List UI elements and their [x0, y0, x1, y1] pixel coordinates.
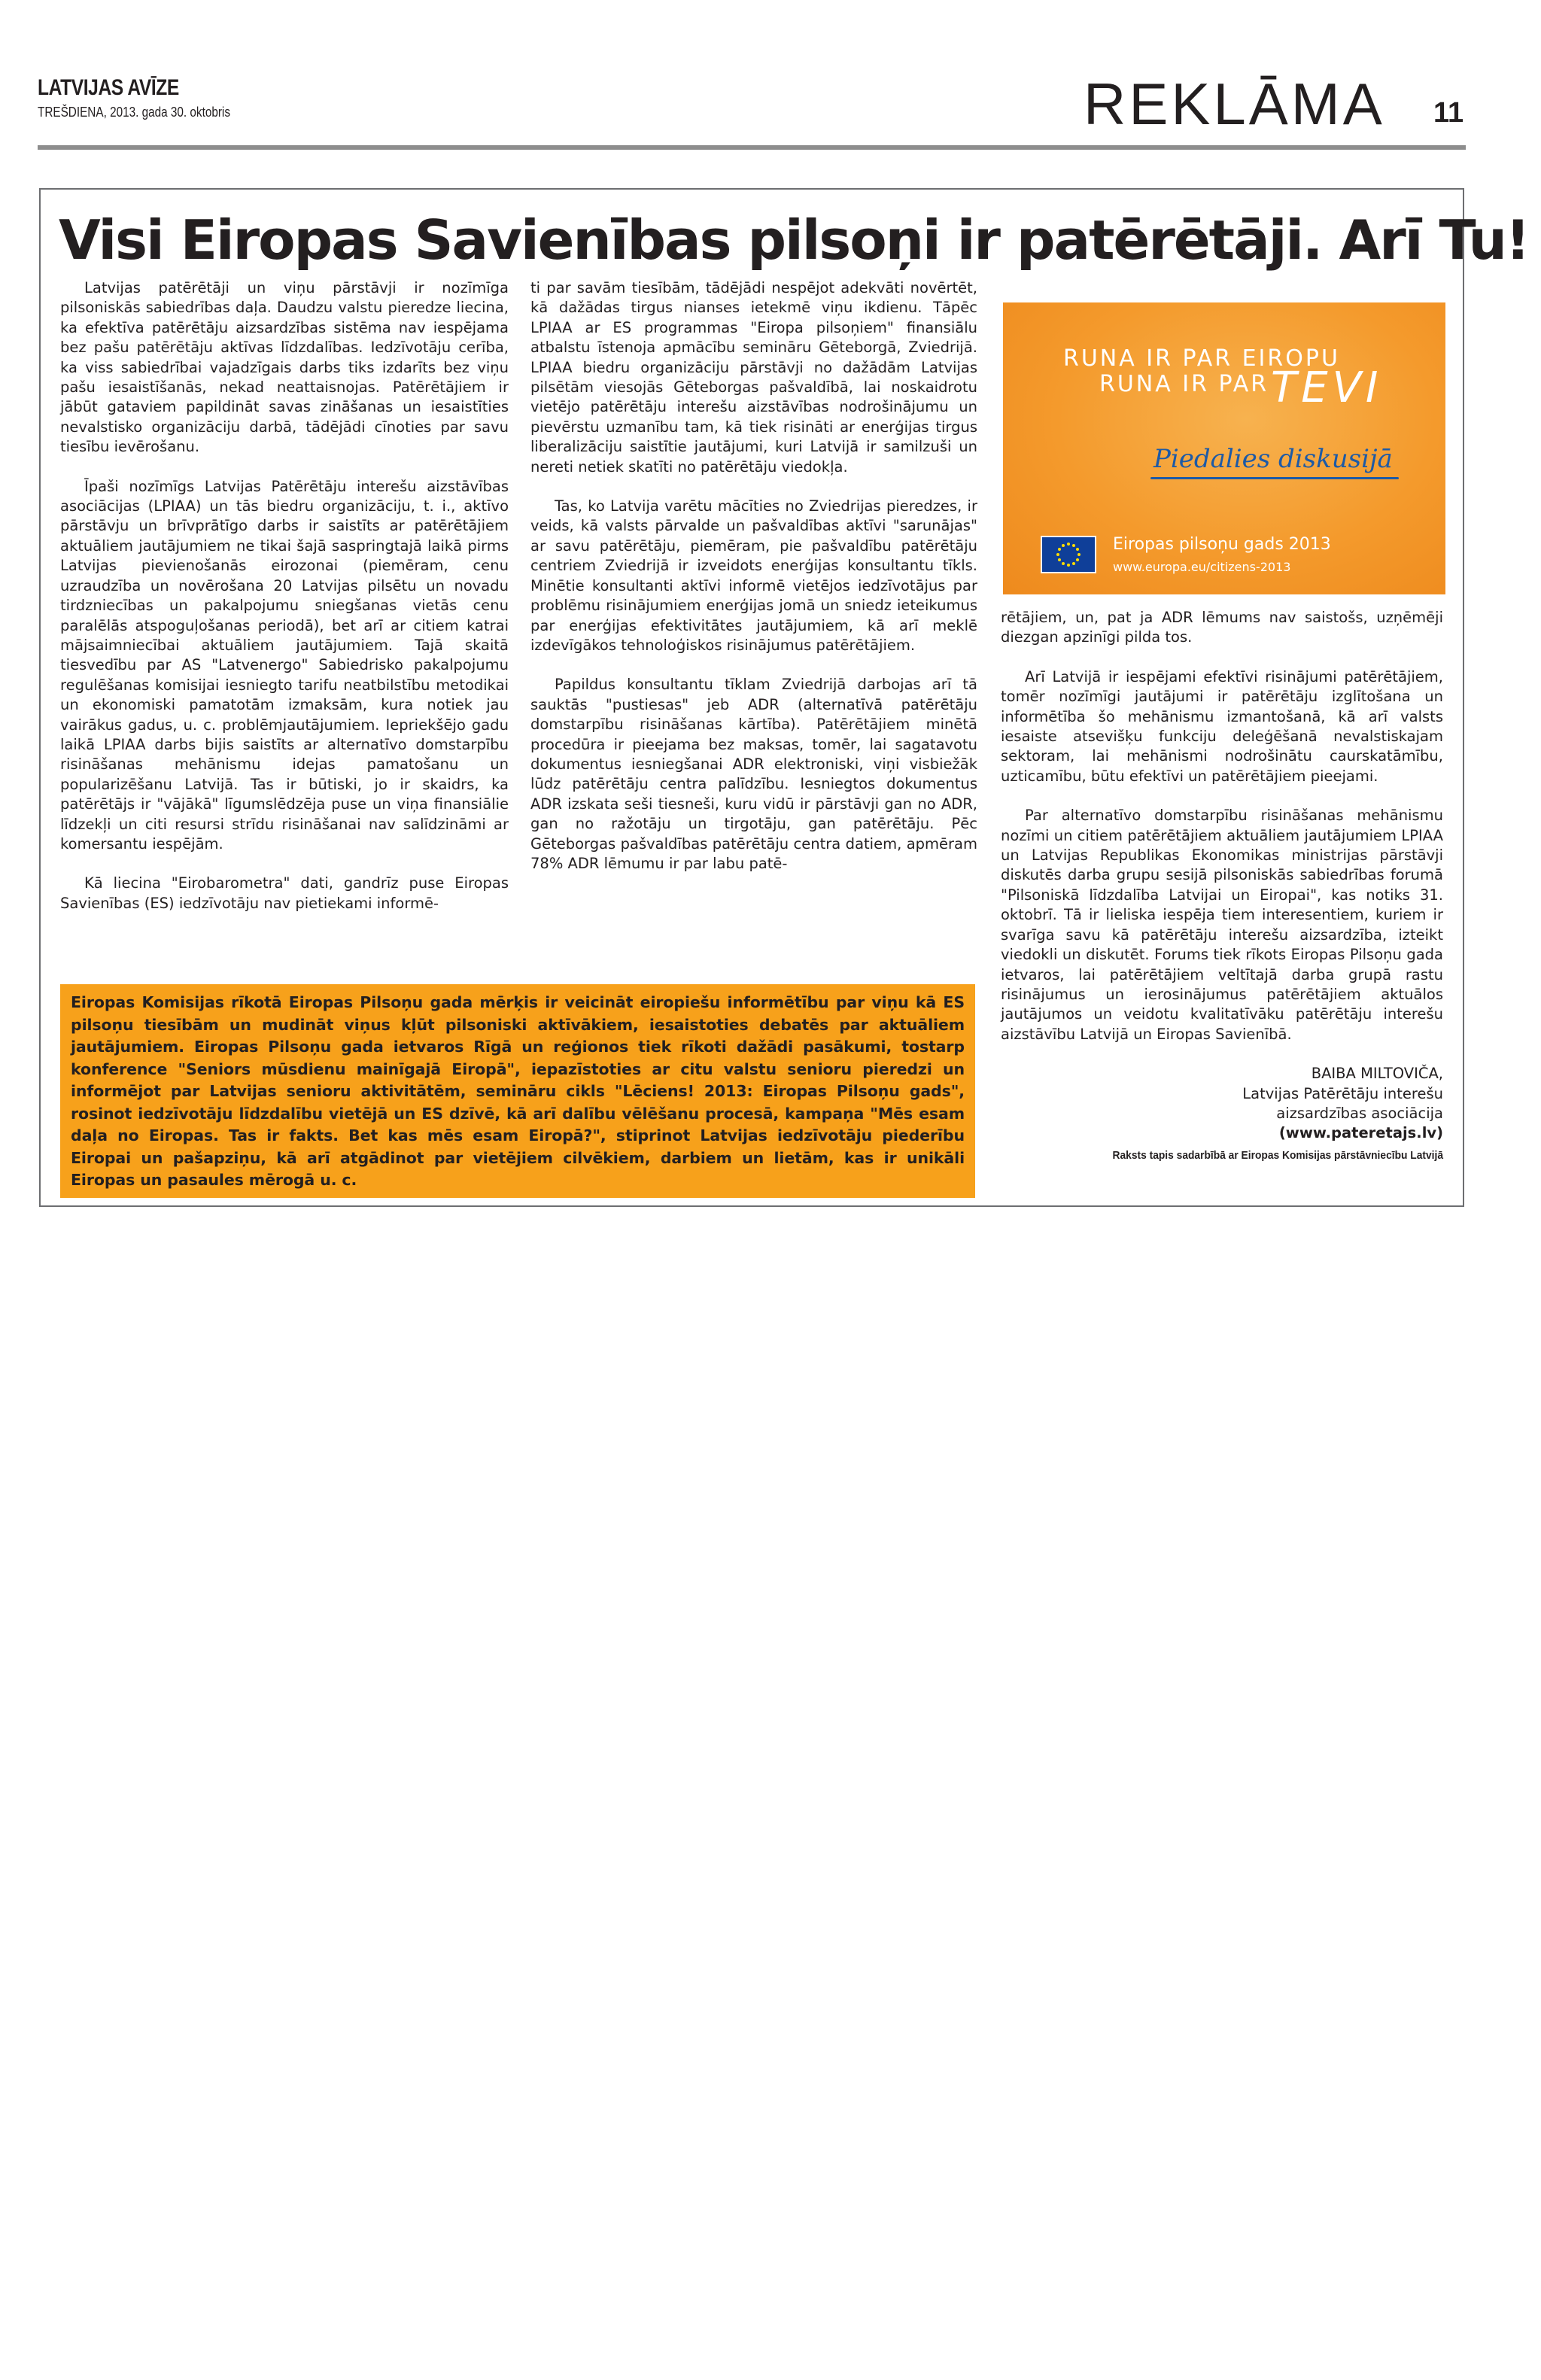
author-org: Latvijas Patērētāju interešu: [1242, 1084, 1443, 1102]
cta-underline: [1150, 477, 1399, 479]
campaign-advert: [1003, 302, 1445, 594]
author-url: (www.pateretajs.lv): [1278, 1124, 1443, 1142]
header-divider: [38, 145, 1466, 150]
issue-date: TREŠDIENA, 2013. gada 30. oktobris: [38, 105, 230, 120]
masthead: [38, 75, 264, 120]
advert-url: www.europa.eu/citizens-2013: [1113, 560, 1291, 574]
newspaper-name: LATVIJAS AVĪZE: [38, 75, 179, 100]
paragraph: Kā liecina "Eirobarometra" dati, gandrīz puse Eiropas Savienības (ES) iedzīvotāju nav pietiekami informē-: [60, 874, 509, 912]
advert-call-to-action: Piedalies diskusijā: [1153, 444, 1393, 474]
paragraph: Latvijas patērētāji un viņu pārstāvji ir nozīmīga pilsoniskās sabiedrības daļa. Daudzu valstu pieredze liecina, ka efektīva patērētāju aizsardzības sistēma nav iespējama bez pašu patērētāju aktīvas līdzdalības. Iedzīvotāju cerība, ka viss sabiedrībai vajadzīgais darbs tiks izdarīts bez viņu pašu iesaistīšanās, nekad neattaisnojas. Patērētājiem ir jābūt gataviem papildināt savas zināšanas un iesaistīties nevalstisko organizāciju darbā, tādējādi cīnoties par savu tiesību ievērošanu.: [60, 279, 509, 456]
author-name: BAIBA MILTOVIČA,: [1311, 1065, 1443, 1083]
paragraph: Arī Latvijā ir iespējami efektīvi risinājumi patērētājiem, tomēr nozīmīgi jautājumi ir patērētāju izglītošana un informētība šo mehānismu izmantošanā, kā arī valsts iesaiste atsevišķu funkciju deleģēšanā nevalstiskajam sektoram, lai mehānismi nodrošinātu caurskatāmību, uzticamību, būtu efektīvi un patērētājiem pieejami.: [1001, 667, 1443, 785]
paragraph: Par alternatīvo domstarpību risināšanas mehānismu nozīmi un citiem patērētājiem aktuāliem jautājumiem LPIAA un Latvijas Republikas Ekonomikas ministrijas pārstāvji diskutēs darba grupu sesijā pilsoniskās sabiedrības forumā "Pilsoniskā līdzdalība Latvijai un Eiropai", kas notiks 31. oktobrī. Tā ir lieliska iespēja tiem interesentiem, kuriem ir svarīga savu kā patērētāju interešu aizsardzība, izteikt viedokli un diskutēt. Forums tiek rīkots Eiropas Pilsoņu gada ietvaros, lai patērētājiem veltītajā darba grupā rastu risinājumus un ierosinājumus patērētājiem aktuālos jautājumos un veidotu kvalitatīvāku patērētāju interešu aizstāvību Latvijā un Eiropas Savienībā.: [1001, 807, 1443, 1043]
page-number: 11: [1433, 97, 1464, 129]
paragraph: Tas, ko Latvija varētu mācīties no Zviedrijas pieredzes, ir veids, kā valsts pārvalde un pašvaldības aktīvi "sarunājas" ar savu patērētāju, piemēram, pie pašvaldību patērētāju centriem Zviedrijā ir izveidots enerģijas konsultantu tīkls. Minētie konsultanti aktīvi informē vietējos iedzīvotājus par problēmu risinājumiem enerģijas jomā un sniedz ieteikumus par enerģijas efektivitātes jautājumiem, kā arī meklē izdevīgākos tehnoloģiskos risinājumus patērētājiem.: [530, 497, 977, 654]
paragraph: rētājiem, un, pat ja ADR lēmums nav saistošs, uzņēmēji diezgan apzinīgi pilda tos.: [1001, 609, 1443, 646]
paragraph: Papildus konsultantu tīklam Zviedrijā darbojas arī tā sauktās "pustiesas" jeb ADR (alternatīvā patērētāju domstarpību risināšanas kārtība). Patērētājiem minētā procedūra ir pieejama bez maksas, tomēr, lai sagatavotu dokumentus iesniegšanai ADR elektroniski, viņi visbiežāk lūdz patērētāju centra palīdzību. Iesniegtos dokumentus ADR izskata seši tiesneši, kuru vidū ir pārstāvji gan no ADR, gan no ražotāju un tirgotāju, gan patērētāju. Pēc Gēteborgas pašvaldības patērētāju centra datiem, apmēram 78% ADR lēmumu ir par labu patē-: [530, 676, 977, 872]
author-org: aizsardzības asociācija: [1276, 1104, 1443, 1122]
paragraph: ti par savām tiesībām, tādējādi nespējot adekvāti novērtēt, kā dažādas tirgus nianses ietekmē viņu ikdienu. Tāpēc LPIAA ar ES programmas "Eiropa pilsoņiem" finansiālu atbalstu īstenoja apmācību semināru Gēteborgā, Zviedrijā. LPIAA biedru organizāciju pārstāvji no dažādām Latvijas pilsētām viesojās Gēteborgas pašvaldībā, lai noskaidrotu vietējo patērētāju interešu aizstāvības nodrošinājumu un pievērstu uzmanību tam, kā tiek risināti ar enerģijas tirgus liberalizāciju saistītie jautājumi, kuri Latvijā ir samilzuši un nereti netiek skatīti no patērētāju viedokļa.: [530, 279, 977, 476]
article-column-3: [1001, 608, 1443, 1163]
article-headline: Visi Eiropas Savienības pilsoņi ir patērētāji. Arī Tu!: [59, 208, 1529, 272]
advert-line-1: RUNA IR PAR EIROPU: [1063, 345, 1340, 372]
advert-year-title: Eiropas pilsoņu gads 2013: [1113, 535, 1331, 554]
paragraph: Īpaši nozīmīgs Latvijas Patērētāju interešu aizstāvības asociācijas (LPIAA) un tās biedru organizāciju, t. i., aktīvo pārstāvju un brīvprātīgo darbs ir saistīts ar patērētājiem aktuāliem jautājumiem ne tikai šajā saspringtajā laikā pirms Latvijas pievienošanās eirozonai (piemēram, cenu uzraudzība un novērošana 20 Latvijas pilsētu un novadu tirdzniecības un pakalpojumu sniegšanas vietās cenu paralēlās atspoguļošanas periodā), bet arī ar citiem katrai mājsaimniecībai aktuāliem jautājumiem. Tajā skaitā tiesvedību par AS "Latvenergo" Sabiedrisko pakalpojumu regulēšanas komisijai iesniegto tarifu neatbilstību metodikai un ekonomiski pamatotām izmaksām, kura notiek jau vairākus gadus, u. c. problēmjautājumiem. Iepriekšējo gadu laikā LPIAA darbs bijis saistīts ar alternatīvo domstarpību risināšanas mehānismu idejas pamatošanu un popularizēšanu Latvijā. Tas ir būtiski, jo ir skaidrs, ka patērētājs ir "vājākā" līgumslēdzēja puse un viņa finansiālie līdzekļi un citi resursi strīdu risināšanai nav salīdzināmi ar komersantu iespējām.: [60, 477, 509, 853]
article-column-1: [60, 278, 509, 913]
info-box-text: Eiropas Komisijas rīkotā Eiropas Pilsoņu gada mērķis ir veicināt eiropiešu informētību par viņu kā ES pilsoņu tiesībām un mudināt viņus kļūt pilsoniski aktīvākiem, iesaistoties debatēs par aktuāliem jautājumiem. Eiropas Pilsoņu gada ietvaros Rīgā un reģionos tiek rīkoti dažādi pasākumi, tostarp konference "Seniors mūsdienu mainīgajā Eiropā", iepazīstoties ar citu valstu senioru pieredzi un informējot par Latvijas senioru aktivitātēm, semināru cikls "Lēciens! 2013: Eiropas Pilsoņu gads", rosinot iedzīvotāju līdzdalību vietējā un ES dzīvē, kā arī dalību vēlēšanu procesā, kampaņa "Mēs esam daļa no Eiropas. Tas ir fakts. Bet kas mēs esam Eiropā?", stiprinot Latvijas iedzīvotāju piederību Eiropai un pašapziņu, kā arī atgādinot par vietējiem cilvēkiem, darbiem un lietām, kas ir unikāli Eiropas un pasaules mērogā u. c.: [71, 993, 965, 1189]
advert-highlight: TEVI: [1271, 363, 1383, 412]
article-column-2: [530, 278, 977, 874]
section-title: REKLĀMA: [1084, 71, 1385, 137]
eu-flag-icon: [1041, 536, 1096, 573]
article-footnote: Raksts tapis sadarbībā ar Eiropas Komisijas pārstāvniecību Latvijā: [1112, 1148, 1443, 1162]
info-box: [60, 984, 975, 1198]
advert-line-2: RUNA IR PAR: [1099, 371, 1269, 397]
author-signature: [1001, 1064, 1443, 1144]
